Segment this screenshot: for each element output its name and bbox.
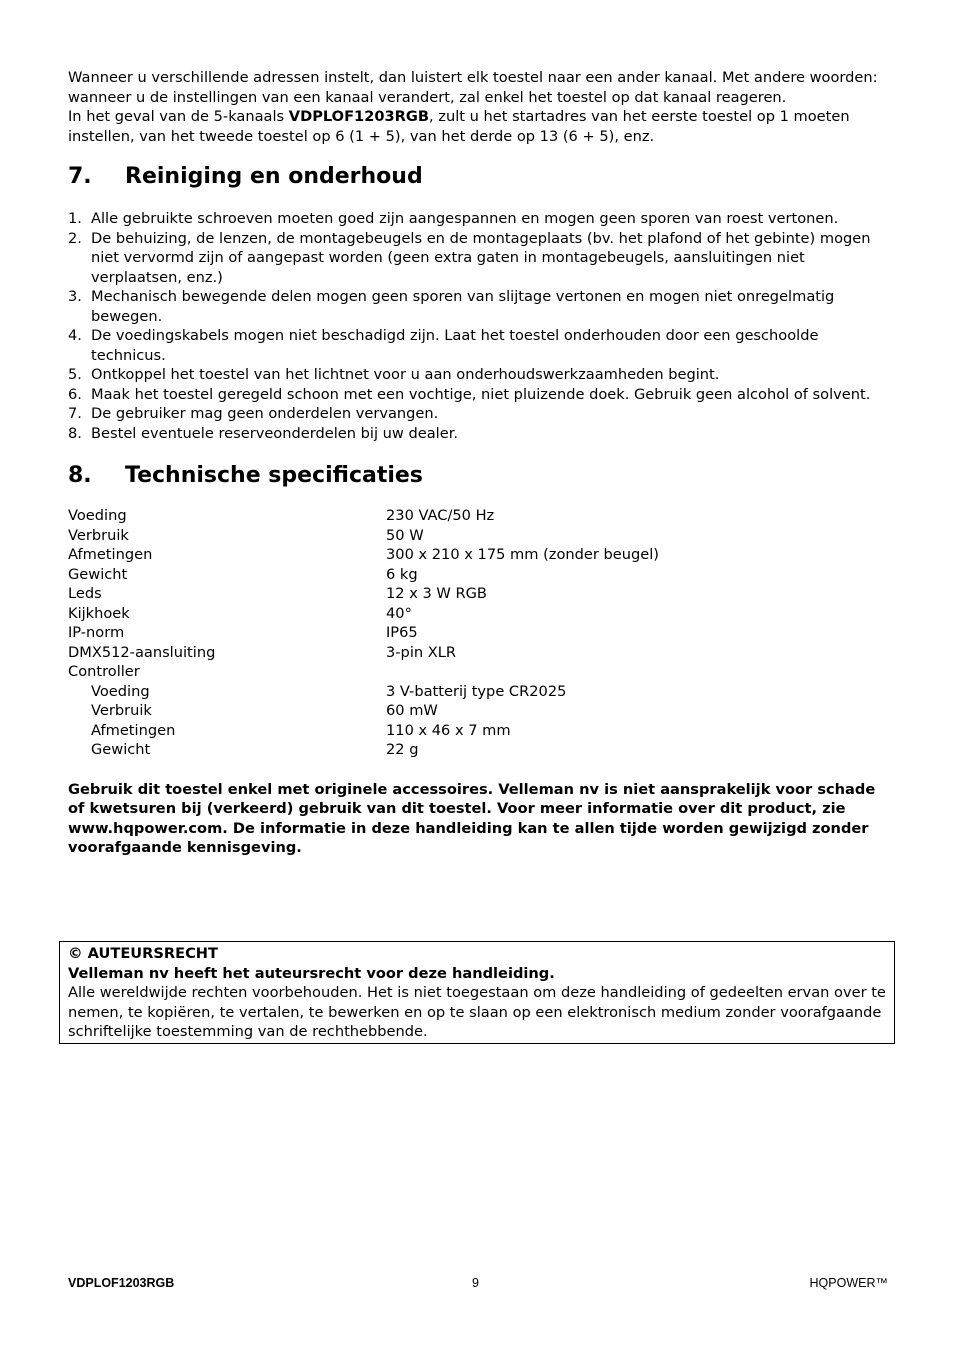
list-item-text: Ontkoppel het toestel van het lichtnet voor u aan onderhoudswerkzaamheden begint. bbox=[91, 366, 720, 383]
intro-paragraph-2 bbox=[68, 107, 888, 146]
page-content bbox=[68, 68, 888, 872]
copyright-box bbox=[59, 941, 895, 1044]
spec-label: DMX512-aansluiting bbox=[68, 643, 216, 661]
spec-value: 22 g bbox=[386, 741, 419, 758]
spec-label: Verbruik bbox=[68, 526, 129, 544]
spec-value: IP65 bbox=[386, 624, 418, 641]
spec-table bbox=[68, 506, 888, 760]
spec-value: 3-pin XLR bbox=[386, 643, 457, 661]
list-item-text: De gebruiker mag geen onderdelen vervangen. bbox=[91, 405, 439, 422]
list-item bbox=[68, 365, 888, 385]
footer-brand: HQPOWER™ bbox=[809, 1276, 888, 1290]
list-item-number: 6. bbox=[68, 385, 82, 403]
list-item bbox=[68, 424, 888, 444]
intro-paragraph: Wanneer u verschillende adressen instelt, dan luistert elk toestel naar een ander kanaal. Met andere woorden: wanneer u de instellingen van een kanaal verandert, zal enkel het toestel op dat kanaal reageren. bbox=[68, 69, 878, 106]
list-item-text: De voedingskabels mogen niet beschadigd zijn. Laat het toestel onderhouden door een geschoolde technicus. bbox=[91, 327, 819, 364]
spec-row bbox=[68, 662, 888, 682]
spec-label: Voeding bbox=[91, 682, 150, 700]
spec-row bbox=[68, 526, 888, 546]
list-item-text: Mechanisch bewegende delen mogen geen sporen van slijtage vertonen en mogen niet onregelmatig bewegen. bbox=[91, 288, 835, 325]
list-item-number: 1. bbox=[68, 210, 82, 227]
spec-label: Kijkhoek bbox=[68, 604, 130, 622]
section-heading bbox=[68, 163, 888, 191]
spec-label: Afmetingen bbox=[68, 546, 153, 563]
page-footer bbox=[68, 1276, 888, 1294]
list-item bbox=[68, 229, 888, 288]
list-item bbox=[68, 404, 888, 424]
spec-row bbox=[68, 623, 888, 643]
section-number: 7. bbox=[68, 164, 92, 189]
spec-row bbox=[68, 545, 888, 565]
spec-row bbox=[68, 604, 888, 624]
spec-row bbox=[68, 643, 888, 663]
section-heading bbox=[68, 462, 888, 490]
spec-label: Gewicht bbox=[68, 565, 128, 583]
spec-row bbox=[68, 506, 888, 526]
spec-row bbox=[68, 740, 888, 760]
spec-value: 110 x 46 x 7 mm bbox=[386, 721, 511, 739]
maintenance-list bbox=[68, 209, 888, 443]
spec-row bbox=[68, 584, 888, 604]
list-item-number: 5. bbox=[68, 366, 82, 383]
section-number: 8. bbox=[68, 463, 92, 488]
spec-row bbox=[68, 565, 888, 585]
list-item-number: 3. bbox=[68, 288, 82, 305]
spec-label: Gewicht bbox=[91, 741, 151, 758]
spec-value: 6 kg bbox=[386, 565, 418, 583]
list-item-text: De behuizing, de lenzen, de montagebeugels en de montageplaats (bv. het plafond of het gebinte) mogen niet vervormd zijn of aangepast worden (geen extra gaten in montagebeugels, aansluitingen niet verplaatsen, enz.) bbox=[91, 229, 871, 286]
spec-label: IP-norm bbox=[68, 624, 125, 641]
copyright-body: Alle wereldwijde rechten voorbehouden. Het is niet toegestaan om deze handleiding of gedeelten ervan over te nemen, te kopiëren, te vertalen, te bewerken en op te slaan op een elektronisch medium zonder voorafgaande schriftelijke toestemming van de rechthebbende. bbox=[68, 984, 886, 1040]
list-item-number: 8. bbox=[68, 424, 82, 442]
list-item-number: 4. bbox=[68, 327, 82, 344]
model-name: VDPLOF1203RGB bbox=[288, 108, 429, 125]
list-item bbox=[68, 326, 888, 365]
spec-value: 230 VAC/50 Hz bbox=[386, 507, 495, 524]
section-title: Reiniging en onderhoud bbox=[125, 164, 423, 189]
spec-label: Verbruik bbox=[91, 702, 152, 719]
list-item-text: Maak het toestel geregeld schoon met een vochtige, niet pluizende doek. Gebruik geen alcohol of solvent. bbox=[91, 385, 871, 403]
spec-value: 60 mW bbox=[386, 702, 438, 719]
notice-text: Gebruik dit toestel enkel met originele accessoires. Velleman nv is niet aansprakelijk voor schade of kwetsuren bij (verkeerd) gebruik van dit toestel. Voor meer informatie over dit product, zie www.hqpower.com. De informatie in deze handleiding kan te allen tijde worden gewijzigd zonder voorafgaande kennisgeving. bbox=[68, 780, 876, 856]
list-item bbox=[68, 385, 888, 405]
list-item-text: Alle gebruikte schroeven moeten goed zijn aangespannen en mogen geen sporen van roest vertonen. bbox=[91, 210, 839, 227]
intro-text: In het geval van de 5-kanaals bbox=[68, 108, 289, 125]
spec-row bbox=[68, 682, 888, 702]
footer-model: VDPLOF1203RGB bbox=[68, 1276, 175, 1290]
list-item-text: Bestel eventuele reserveonderdelen bij uw dealer. bbox=[91, 424, 458, 442]
spec-value: 40° bbox=[386, 604, 412, 622]
spec-row bbox=[68, 701, 888, 721]
spec-value: 12 x 3 W RGB bbox=[386, 585, 487, 602]
copyright-subheading: Velleman nv heeft het auteursrecht voor deze handleiding. bbox=[68, 964, 555, 982]
spec-label: Afmetingen bbox=[91, 721, 176, 739]
list-item-number: 7. bbox=[68, 405, 82, 422]
spec-row bbox=[68, 721, 888, 741]
list-item-number: 2. bbox=[68, 229, 82, 247]
list-item bbox=[68, 209, 888, 229]
page-number: 9 bbox=[472, 1276, 479, 1290]
spec-value: 3 V-batterij type CR2025 bbox=[386, 682, 567, 700]
list-item bbox=[68, 287, 888, 326]
section-title: Technische specificaties bbox=[125, 463, 423, 488]
spec-value: 300 x 210 x 175 mm (zonder beugel) bbox=[386, 546, 659, 563]
intro-text: , zult u het startadres van het eerste toestel op 1 moeten instellen, van het tweede toestel op 6 (1 + 5), van het derde op 13 (6 + 5), enz. bbox=[68, 108, 850, 145]
spec-value: 50 W bbox=[386, 526, 424, 544]
spec-label: Voeding bbox=[68, 507, 127, 524]
spec-label: Controller bbox=[68, 663, 140, 680]
copyright-heading: © AUTEURSRECHT bbox=[68, 945, 218, 962]
spec-label: Leds bbox=[68, 585, 102, 602]
